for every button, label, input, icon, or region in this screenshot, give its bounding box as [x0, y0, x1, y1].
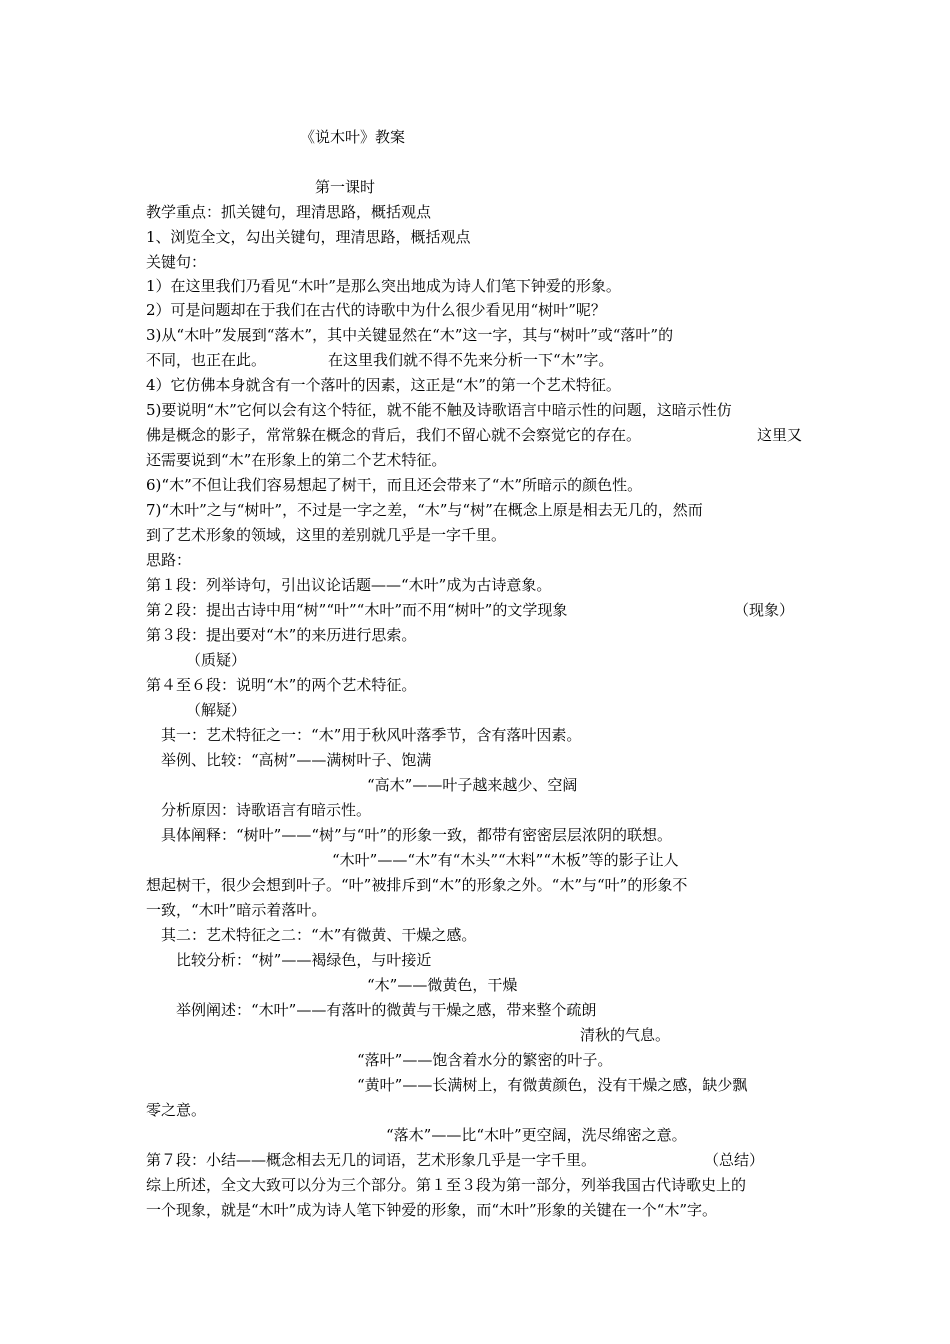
feature-1-detail-2: “木叶”——“木”有“木头”“木料”“木板”等的影子让人 [332, 851, 679, 869]
para-2: 第２段：提出古诗中用“树”“叶”“木叶”而不用“树叶”的文学现象 [146, 601, 568, 619]
summary-line-1: 综上所述，全文大致可以分为三个部分。第１至３段为第一部分，列举我国古代诗歌史上的 [146, 1176, 747, 1194]
feature-2-example: 举例阐述：“木叶”——有落叶的微黄与干燥之感，带来整个疏朗 [176, 1001, 597, 1019]
key-sentence-4: 4）它仿佛本身就含有一个落叶的因素，这正是“木”的第一个艺术特征。 [146, 376, 621, 394]
para-7-tag: （总结） [704, 1151, 765, 1169]
para-4-6-tag: （解疑） [186, 701, 247, 719]
feature-2-example-4: “黄叶”——长满树上，有微黄颜色，没有干燥之感，缺少飘 [357, 1076, 748, 1094]
key-sentences-label: 关键句： [146, 253, 207, 271]
doc-title: 《说木叶》教案 [300, 128, 406, 146]
feature-1-example: 举例、比较：“高树”——满树叶子、饱满 [161, 751, 432, 769]
feature-2-example-6: “落木”——比“木叶”更空阔，洗尽绵密之意。 [386, 1126, 687, 1144]
feature-1: 其一：艺术特征之一：“木”用于秋风叶落季节，含有落叶因素。 [161, 726, 582, 744]
key-sentence-3-line1: 3)从“木叶”发展到“落木”，其中关键显然在“木”这一字，其与“树叶”或“落叶”的 [146, 326, 674, 344]
key-sentence-3-line2: 不同，也正在此。 [146, 351, 267, 369]
feature-1-detail-3: 想起树干，很少会想到叶子。“叶”被排斥到“木”的形象之外。“木”与“叶”的形象不 [146, 876, 688, 894]
task-1: 1、浏览全文，勾出关键句，理清思路，概括观点 [146, 228, 471, 246]
para-7: 第７段：小结——概念相去无几的词语，艺术形象几乎是一字千里。 [146, 1151, 597, 1169]
feature-1-detail: 具体阐释：“树叶”——“树”与“叶”的形象一致，都带有密密层层浓阴的联想。 [161, 826, 673, 844]
feature-1-detail-4: 一致，“木叶”暗示着落叶。 [146, 901, 327, 919]
key-sentence-6: 6)“木”不但让我们容易想起了树干，而且还会带来了“木”所暗示的颜色性。 [146, 476, 643, 494]
key-sentence-1: 1）在这里我们乃看见“木叶”是那么突出地成为诗人们笔下钟爱的形象。 [146, 277, 621, 295]
feature-2-compare: 比较分析：“树”——褐绿色，与叶接近 [176, 951, 432, 969]
feature-2: 其二：艺术特征之二：“木”有微黄、干燥之感。 [161, 926, 477, 944]
key-sentence-3-line2-tail: 在这里我们就不得不先来分析一下“木”字。 [328, 351, 614, 369]
para-1: 第１段：列举诗句，引出议论话题——“木叶”成为古诗意象。 [146, 576, 552, 594]
feature-2-compare-2: “木”——微黄色，干燥 [367, 976, 518, 994]
feature-1-analysis: 分析原因：诗歌语言有暗示性。 [161, 801, 372, 819]
feature-2-example-2: 清秋的气息。 [580, 1026, 671, 1044]
key-sentence-5-line2: 佛是概念的影子，常常躲在概念的背后，我们不留心就不会察觉它的存在。 [146, 426, 642, 444]
para-3-tag: （质疑） [186, 651, 247, 669]
key-sentence-2: 2）可是问题却在于我们在古代的诗歌中为什么很少看见用“树叶”呢？ [146, 301, 606, 319]
teaching-focus: 教学重点：抓关键句，理清思路，概括观点 [146, 203, 432, 221]
feature-1-example-2: “高木”——叶子越来越少、空阔 [367, 776, 578, 794]
outline-label: 思路： [146, 551, 192, 569]
summary-line-2: 一个现象，就是“木叶”成为诗人笔下钟爱的形象，而“木叶”形象的关键在一个“木”字。 [146, 1201, 718, 1219]
para-2-tag: （现象） [734, 601, 795, 619]
key-sentence-7-line2: 到了艺术形象的领域，这里的差别就几乎是一字千里。 [146, 526, 507, 544]
feature-2-example-5: 零之意。 [146, 1101, 207, 1119]
key-sentence-5-line3: 还需要说到“木”在形象上的第二个艺术特征。 [146, 451, 447, 469]
key-sentence-5-line1: 5)要说明“木”它何以会有这个特征，就不能不触及诗歌语言中暗示性的问题，这暗示性仿 [146, 401, 732, 419]
key-sentence-7-line1: 7)“木叶”之与“树叶”，不过是一字之差，“木”与“树”在概念上原是相去无几的，然而 [146, 501, 703, 519]
feature-2-example-3: “落叶”——饱含着水分的繁密的叶子。 [357, 1051, 613, 1069]
para-3: 第３段：提出要对“木”的来历进行思索。 [146, 626, 417, 644]
lesson-heading: 第一课时 [315, 178, 376, 196]
key-sentence-5-line2-tail: 这里又 [757, 426, 803, 444]
para-4-6: 第４至６段：说明“木”的两个艺术特征。 [146, 676, 417, 694]
